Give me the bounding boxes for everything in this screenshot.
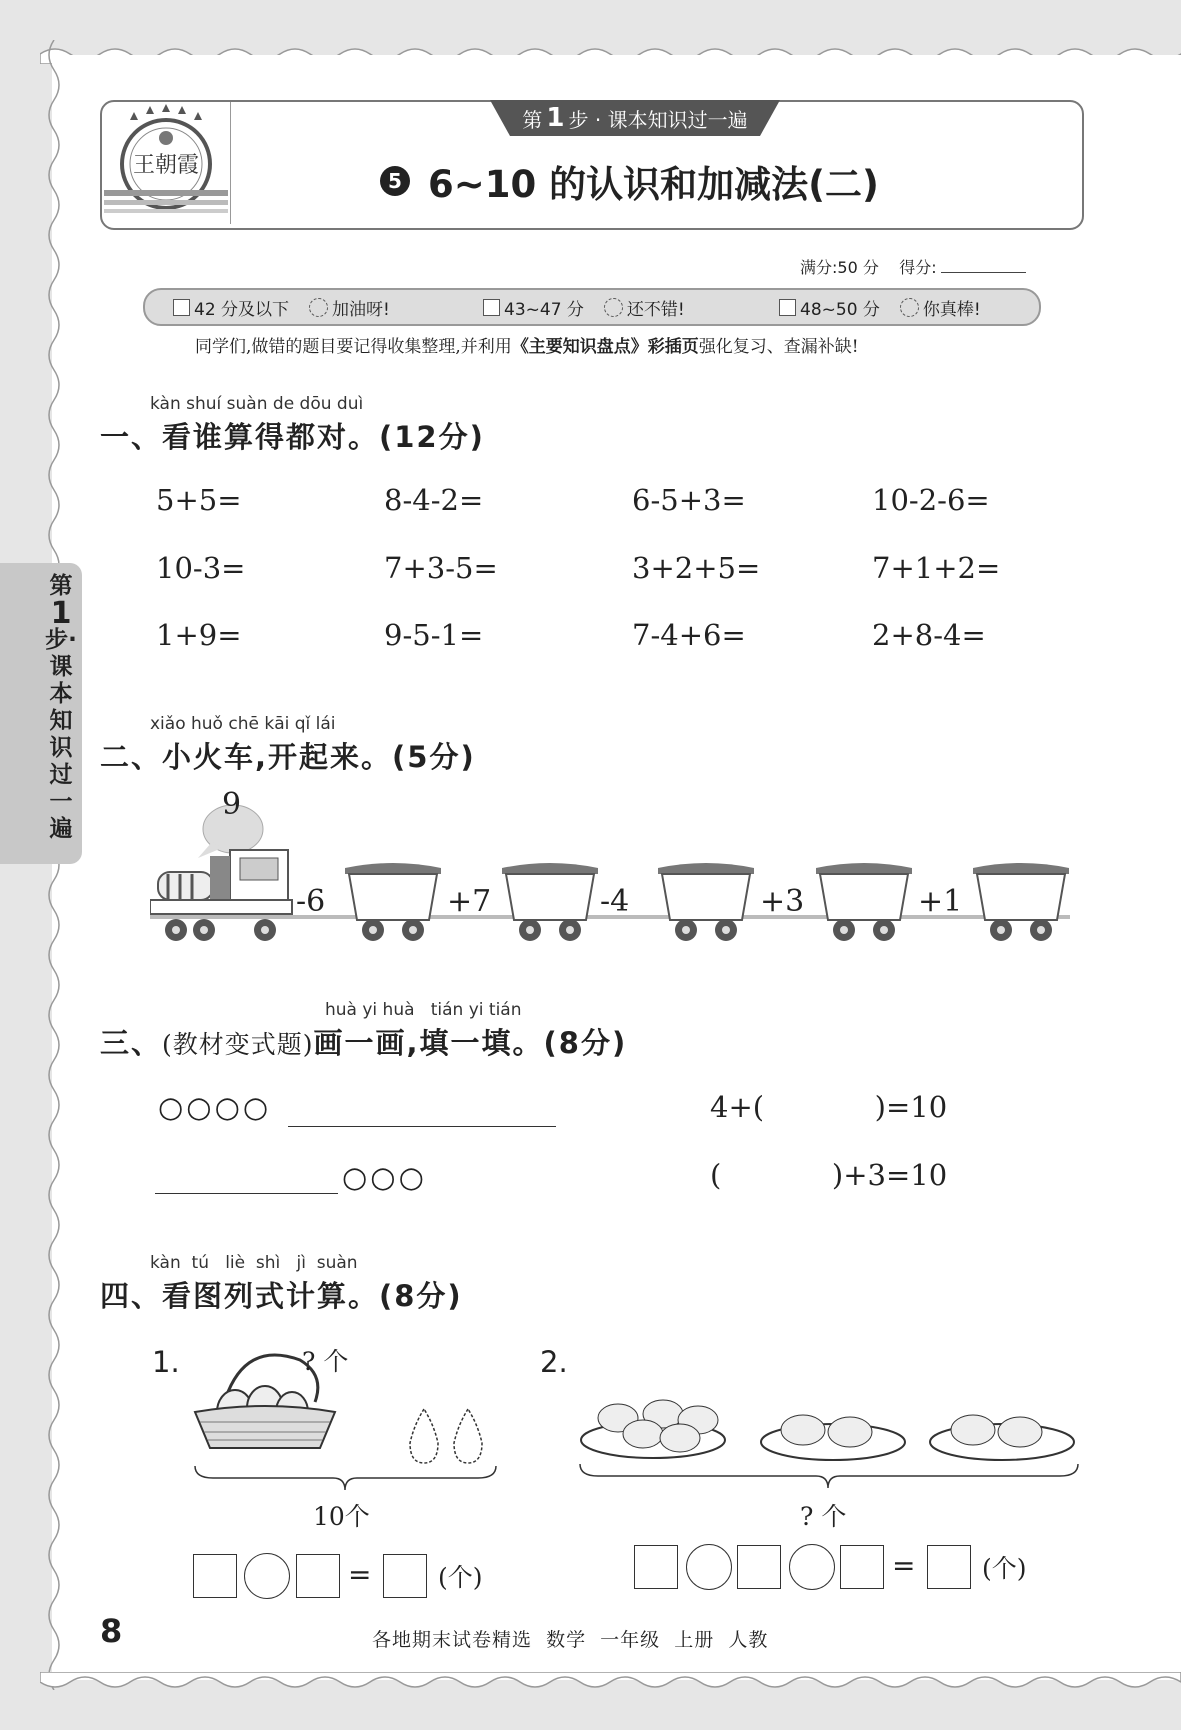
equation: 10-3= — [156, 551, 246, 585]
rating-item: 43~47 分 还不错! — [483, 294, 685, 320]
answer-box[interactable] — [927, 1545, 971, 1589]
equation: 1+9= — [156, 618, 242, 652]
answer-box[interactable] — [634, 1545, 678, 1589]
smiley-icon — [604, 298, 623, 317]
equation: 7+1+2= — [872, 551, 1001, 585]
answer-box[interactable] — [296, 1554, 340, 1598]
rating-checkbox[interactable] — [483, 299, 500, 316]
equation: 3+2+5= — [632, 551, 761, 585]
equation: 9-5-1= — [384, 618, 484, 652]
smiley-icon — [900, 298, 919, 317]
equation: 10-2-6= — [872, 483, 990, 517]
draw-blank-1[interactable] — [288, 1126, 556, 1127]
answer-box[interactable] — [193, 1554, 237, 1598]
equals-sign: = — [348, 1558, 372, 1591]
unit-label: (个) — [982, 1554, 1027, 1583]
page-border-left — [40, 40, 64, 1690]
train-operator: +7 — [447, 884, 492, 919]
brand-logo — [104, 104, 228, 222]
rating-item: 48~50 分 你真棒! — [779, 294, 981, 320]
equation: 2+8-4= — [872, 618, 986, 652]
operator-circle[interactable] — [244, 1553, 290, 1599]
unit-title: 5 6~10 的认识和加减法(二) — [380, 155, 879, 207]
sec4-pinyin: kàn tú liè shì jì suàn — [150, 1253, 358, 1273]
rating-item: 42 分及以下 加油呀! — [173, 294, 390, 320]
sec2-pinyin: xiǎo huǒ chē kāi qǐ lái — [150, 714, 336, 734]
sec1-title: 一、看谁算得都对。(12分) — [100, 420, 485, 454]
question-number: 2. — [540, 1345, 568, 1379]
buns-illustration — [578, 1390, 1078, 1470]
equation: 6-5+3= — [632, 483, 746, 517]
question-count-label: ? 个 — [302, 1347, 349, 1376]
sec2-title: 二、小火车,开起来。(5分) — [100, 740, 476, 774]
answer-box[interactable] — [383, 1554, 427, 1598]
sec1-pinyin: kàn shuí suàn de dōu duì — [150, 394, 364, 414]
circles-row-2: ○○○ — [342, 1160, 427, 1194]
page-border-bottom — [40, 1672, 1181, 1696]
train-carriage — [973, 863, 1069, 941]
rating-checkbox[interactable] — [173, 299, 190, 316]
train-operator: -6 — [296, 884, 326, 919]
smiley-icon — [309, 298, 328, 317]
train-carriage — [658, 863, 754, 941]
rating-bar — [143, 288, 1041, 326]
train-carriage — [345, 863, 441, 941]
answer-box[interactable] — [840, 1545, 884, 1589]
sec4-title: 四、看图列式计算。(8分) — [100, 1279, 463, 1313]
sec3-title: 三、(教材变式题)画一画,填一填。(8分) — [100, 1026, 628, 1060]
train-carriage — [816, 863, 912, 941]
train-operator: +3 — [760, 884, 805, 919]
footer-text: 各地期末试卷精选 数学 一年级 上册 人教 — [372, 1629, 769, 1651]
train-start-number: 9 — [222, 787, 242, 822]
brace-2 — [578, 1462, 1080, 1490]
train-operator: +1 — [918, 884, 963, 919]
total-label: 10个 — [313, 1502, 370, 1531]
train-illustration — [150, 800, 1070, 950]
svg-text:王朝霞: 王朝霞 — [132, 153, 200, 178]
equals-sign: = — [892, 1549, 916, 1582]
operator-circle[interactable] — [686, 1544, 732, 1590]
unit-number-badge: 5 — [380, 166, 410, 196]
score-blank[interactable] — [941, 272, 1026, 273]
equation: 8-4-2= — [384, 483, 484, 517]
answer-box[interactable] — [737, 1545, 781, 1589]
train-operator: -4 — [600, 884, 630, 919]
operator-circle[interactable] — [789, 1544, 835, 1590]
equation: 7-4+6= — [632, 618, 746, 652]
unit-label: (个) — [438, 1563, 483, 1592]
pears-illustration — [402, 1405, 492, 1465]
total-label: ? 个 — [800, 1502, 847, 1531]
circles-row-1: ○○○○ — [158, 1090, 272, 1124]
brace-1 — [193, 1464, 498, 1492]
train-carriage — [502, 863, 598, 941]
fill-equation-1[interactable]: 4+( )=10 — [710, 1090, 948, 1124]
score-line: 满分:50 分 得分: — [800, 255, 1026, 278]
equation: 5+5= — [156, 483, 242, 517]
header-divider — [230, 102, 231, 224]
tip-text: 同学们,做错的题目要记得收集整理,并利用《主要知识盘点》彩插页强化复习、查漏补缺! — [195, 337, 859, 357]
fill-equation-2[interactable]: ( )+3=10 — [710, 1158, 948, 1192]
question-number: 1. — [152, 1345, 180, 1379]
draw-blank-2[interactable] — [155, 1193, 338, 1194]
page-number: 8 — [100, 1612, 123, 1650]
sec3-pinyin: huà yi huà tián yi tián — [325, 1000, 522, 1020]
equation: 7+3-5= — [384, 551, 498, 585]
rating-checkbox[interactable] — [779, 299, 796, 316]
step-label: 第 1 步 · 课本知识过一遍 — [522, 103, 748, 133]
side-tab-label: 第 1 步·课本知识过一遍 — [45, 573, 77, 842]
